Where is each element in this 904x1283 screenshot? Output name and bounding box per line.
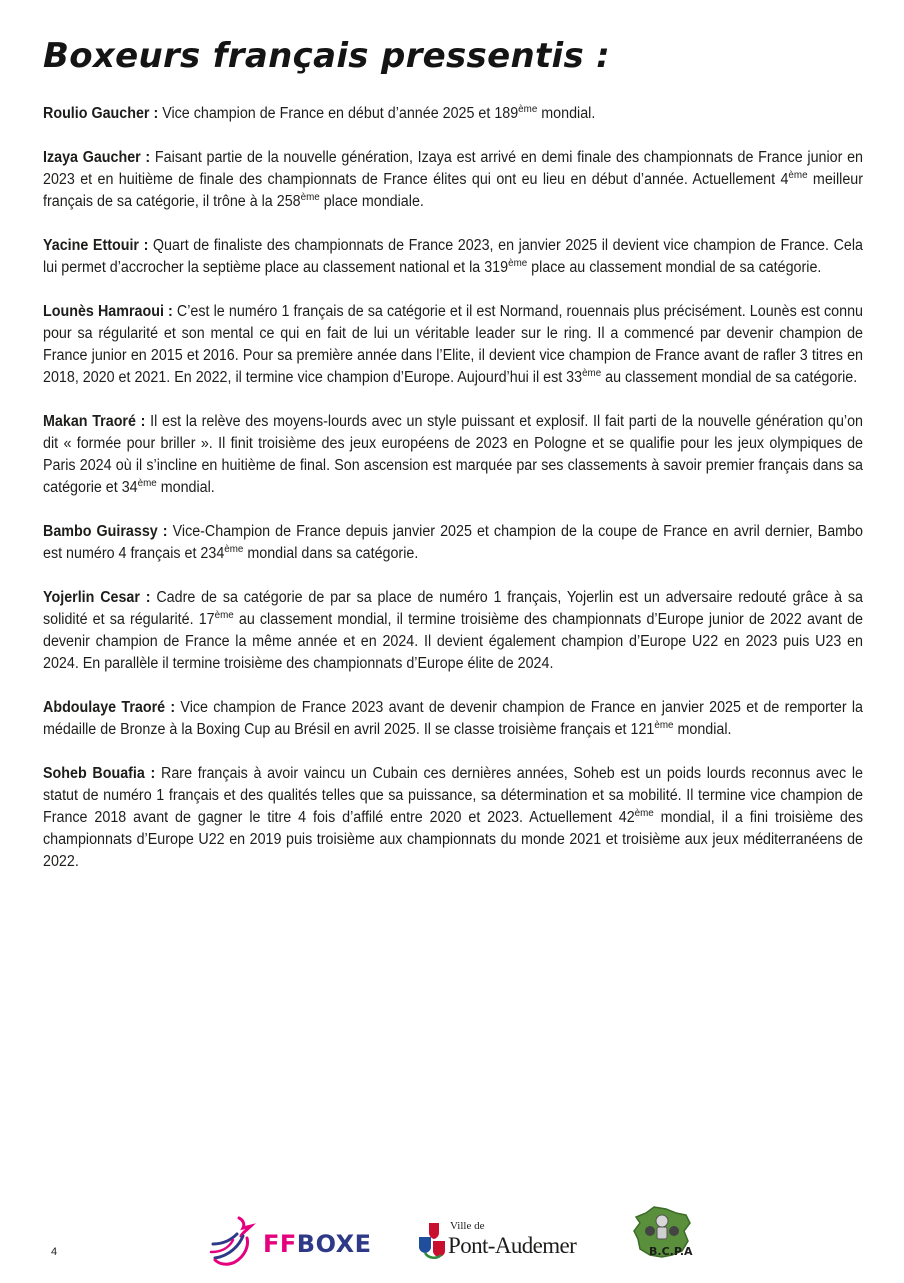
pont-audemer-prefix: Ville de — [450, 1220, 485, 1232]
boxer-entry: Bambo Guirassy : Vice-Champion de France depuis janvier 2025 et champion de la coupe de France en avril dernier, Bambo est numéro 4 français et 234ème mondial dans sa catégorie. — [43, 523, 863, 562]
boxer-name: Roulio Gaucher : — [43, 105, 159, 122]
bcpa-logo — [632, 1205, 694, 1263]
page-title: Boxeurs français pressentis : — [43, 36, 611, 76]
boxer-entry: Makan Traoré : Il est la relève des moyens-lourds avec un style puissant et explosif. Il fait parti de la nouvelle génération qu’on dit « formée pour briller ». Il finit troisième des jeux européens de 2023 en Pologne et se qualifie pour les jeux olympiques de Paris 2024 où il s’incline en huitième de final. Son ascension est marquée par ses classements à savoir premier français dans sa catégorie et 34ème mondial. — [43, 413, 863, 496]
bcpa-wordmark: B.C.P.A — [649, 1245, 693, 1258]
boxer-name: Yojerlin Cesar : — [43, 589, 151, 606]
boxer-name: Soheb Bouafia : — [43, 765, 156, 782]
pont-audemer-wordmark: Pont-Audemer — [448, 1233, 577, 1258]
ffboxe-wordmark: FFBOXE — [263, 1230, 372, 1258]
boxer-name: Bambo Guirassy : — [43, 523, 168, 540]
boxer-entry: Soheb Bouafia : Rare français à avoir vaincu un Cubain ces dernières années, Soheb est un poids lourds reconnus avec le statut de numéro 1 français et des qualités telles que sa puissance, sa détermination et sa mobilité. Il termine vice champion de France 2018 avant de gagner le titre 4 fois d’affilé entre 2020 et 2023. Actuellement 42ème mondial, il a fini troisième des championnats d’Europe U22 en 2019 puis troisième aux championnats du monde 2021 et troisième aux jeux méditerranéens de 2022. — [43, 765, 863, 870]
boxer-entry: Izaya Gaucher : Faisant partie de la nouvelle génération, Izaya est arrivé en demi finale des championnats de France junior en 2023 et en huitième de finale des championnats de France élites qui ont eu lieu en début d’année. Actuellement 4ème meilleur français de sa catégorie, il trône à la 258ème place mondiale. — [43, 149, 863, 210]
page-number: 4 — [51, 1246, 58, 1258]
boxer-entry: Roulio Gaucher : Vice champion de France en début d’année 2025 et 189ème mondial. — [43, 103, 596, 122]
boxer-entry: Abdoulaye Traoré : Vice champion de France 2023 avant de devenir champion de France en janvier 2025 et de remporter la médaille de Bronze à la Boxing Cup au Brésil en avril 2025. Il se classe troisième français et 121ème mondial. — [43, 699, 863, 738]
boxer-name: Izaya Gaucher : — [43, 149, 151, 166]
ffboxe-logo — [207, 1214, 385, 1266]
boxer-entry: Lounès Hamraoui : C’est le numéro 1 français de sa catégorie et il est Normand, rouennais plus précisément. Lounès est connu pour sa régularité et son mental ce qui en fait de lui un véritable leader sur le ring. Il a commencé par devenir champion de France junior en 2015 et 2016. Pour sa première année dans l’Elite, il devient vice champion de France avant de rafler 3 titres en 2018, 2020 et 2021. En 2022, il termine vice champion d’Europe. Aujourd’hui il est 33ème au classement mondial de sa catégorie. — [43, 303, 863, 386]
boxer-entry: Yojerlin Cesar : Cadre de sa catégorie de par sa place de numéro 1 français, Yojerlin est un adversaire redouté grâce à sa solidité et sa régularité. 17ème au classement mondial, il termine troisième des championnats d’Europe junior de 2022 avant de devenir champion de France la même année et en 2024. Il devient également champion d’Europe U22 en 2023 puis U23 en 2024. En parallèle il termine troisième des championnats d’Europe élite de 2024. — [43, 589, 863, 672]
boxer-name: Makan Traoré : — [43, 413, 146, 430]
pont-audemer-logo — [417, 1220, 603, 1264]
rooster-icon — [207, 1214, 261, 1266]
boxer-entry: Yacine Ettouir : Quart de finaliste des championnats de France 2023, en janvier 2025 il devient vice champion de France. Cela lui permet d’accrocher la septième place au classement national et la 319ème place au classement mondial de sa catégorie. — [43, 237, 863, 276]
boxer-name: Yacine Ettouir : — [43, 237, 149, 254]
boxer-name: Lounès Hamraoui : — [43, 303, 173, 320]
city-crest-icon — [417, 1221, 447, 1261]
boxer-name: Abdoulaye Traoré : — [43, 699, 176, 716]
boxer-list — [43, 103, 863, 895]
